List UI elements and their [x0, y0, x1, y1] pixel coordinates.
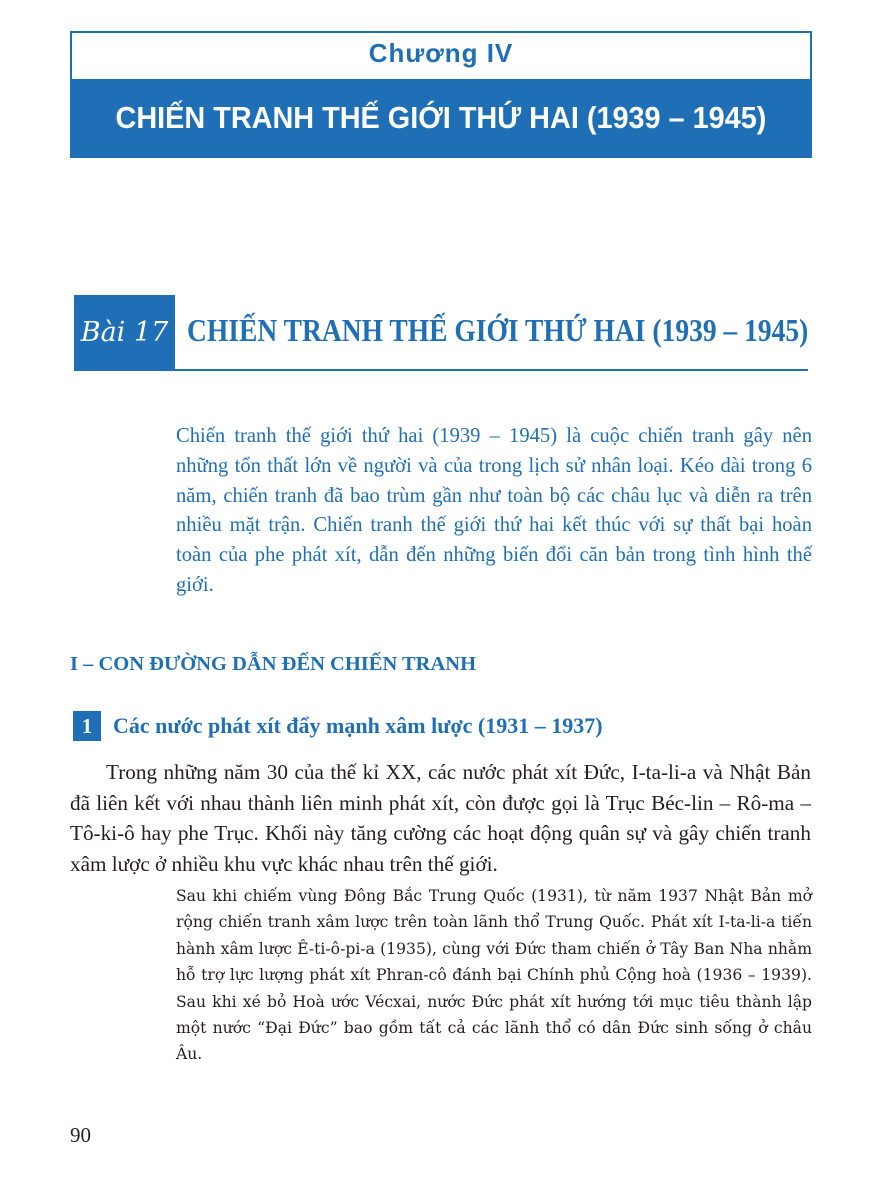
chapter-title: CHIẾN TRANH THẾ GIỚI THỨ HAI (1939 – 1945) — [115, 99, 767, 135]
lesson-badge — [74, 295, 175, 370]
body-paragraph: Trong những năm 30 của thế kỉ XX, các nước phát xít Đức, I-ta-li-a và Nhật Bản đã liên kết với nhau thành liên minh phát xít, còn được gọi là Trục Béc-lin – Rô-ma – Tô-ki-ô hay phe Trục. Khối này tăng cường các hoạt động quân sự và gây chiến tranh xâm lược ở nhiều khu vực khác nhau trên thế giới. — [70, 760, 811, 876]
subsection-title: Các nước phát xít đẩy mạnh xâm lược (1931 – 1937) — [113, 713, 603, 738]
lesson-title: CHIẾN TRANH THẾ GIỚI THỨ HAI (1939 – 1945) — [187, 312, 809, 348]
lesson-badge-label: Bài 17 — [80, 317, 169, 348]
detail-paragraph: Sau khi chiếm vùng Đông Bắc Trung Quốc (1931), từ năm 1937 Nhật Bản mở rộng chiến tranh xâm lược trên toàn lãnh thổ Trung Quốc. Phát xít I-ta-li-a tiến hành xâm lược Ê-ti-ô-pi-a (1935), cùng với Đức tham chiến ở Tây Ban Nha nhằm hỗ trợ lực lượng phát xít Phran-cô đánh bại Chính phủ Cộng hoà (1936 – 1939). Sau khi xé bỏ Hoà ước Vécxai, nước Đức phát xít hướng tới mục tiêu thành lập một nước “Đại Đức” bao gồm tất cả các lãnh thổ có dân Đức sinh sống ở châu Âu. — [176, 887, 812, 1064]
subsection-number: 1 — [73, 711, 101, 741]
page-number: 90 — [70, 1123, 91, 1147]
chapter-label: Chương IV — [368, 38, 514, 68]
chapter-header — [70, 31, 812, 158]
lesson-divider — [74, 369, 808, 371]
section-heading: I – CON ĐƯỜNG DẪN ĐẾN CHIẾN TRANH — [70, 653, 477, 675]
lesson-intro: Chiến tranh thế giới thứ hai (1939 – 1945) là cuộc chiến tranh gây nên những tổn thất lớn về người và của trong lịch sử nhân loại. Kéo dài trong 6 năm, chiến tranh đã bao trùm gần như toàn bộ các châu lục và diễn ra trên nhiều mặt trận. Chiến tranh thế giới thứ hai kết thúc với sự thất bại hoàn toàn của phe phát xít, dẫn đến những biến đổi căn bản trong tình hình thế giới. — [176, 425, 812, 596]
chapter-title-band — [72, 79, 810, 156]
subsection-heading — [73, 711, 603, 741]
